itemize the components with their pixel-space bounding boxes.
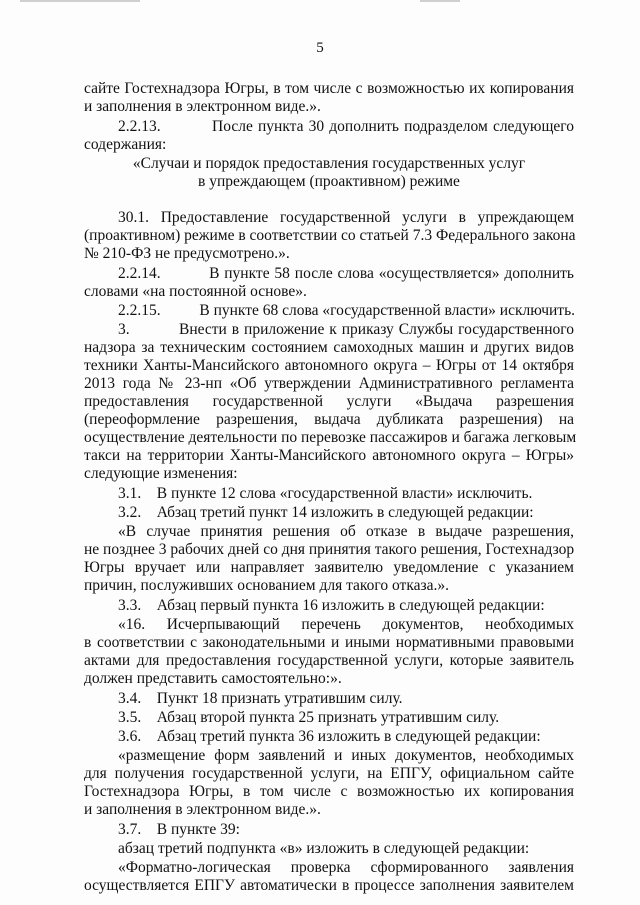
text-line: 30.1. Предоставление государственной услуги в упреждающем [118,209,574,226]
text-line: в соответствии с законодательными и иными нормативными правовыми [84,634,574,651]
text-line: 2.2.14. В пункте 58 после слова «осуществляется» дополнить [118,265,574,282]
text-line: 3.3. Абзац первый пункта 16 изложить в следующей редакции: [118,597,545,614]
text-line: 3.7. В пункте 39: [118,821,240,838]
text-line: Гостехнадзора Югры, в том числе с возможностью их копирования [84,783,574,800]
page-number: 5 [316,40,324,56]
text-line: 3.5. Абзац второй пункта 25 признать утратившим силу. [118,709,500,726]
text-line: Югры вручает или направляет заявителю уведомление с указанием [84,559,574,576]
text-line: техники Ханты-Мансийского автономного округа – Югры от 14 октября [84,357,574,374]
text-line: «16. Исчерпывающий перечень документов, необходимых [118,616,574,633]
section-heading-line: «Случаи и порядок предоставления государственных услуг [132,155,526,172]
text-line: должен представить самостоятельно:». [84,670,342,687]
text-line: словами «на постоянной основе». [84,283,307,300]
section-heading-line: в упреждающем (проактивном) режиме [198,173,460,190]
text-line: актами для предоставления государственной услуги, которые заявитель [84,652,574,669]
text-line: 3.6. Абзац третий пункта 36 изложить в следующей редакции: [118,728,541,745]
scan-artifact [20,0,140,2]
text-line: такси на территории Ханты-Мансийского автономного округа – Югры» [84,447,574,464]
text-line: № 210-ФЗ не предусмотрено.». [84,245,290,262]
text-line: предоставления государственной услуги «Выдача разрешения [84,393,574,410]
text-line: 3. Внести в приложение к приказу Службы государственного [118,321,574,338]
text-line: (переоформление разрешения, выдача дубликата разрешения) на [84,411,574,428]
text-line: не позднее 3 рабочих дней со дня принятия такого решения, Гостехнадзор [84,541,575,558]
text-line: для получения государственной услуги, на ЕПГУ, официальном сайте [84,765,574,782]
text-line: сайте Гостехнадзора Югры, в том числе с возможностью их копирования [84,80,574,97]
text-line: осуществление деятельности по перевозке пассажиров и багажа легковым [84,429,577,446]
text-line: следующие изменения: [84,465,238,482]
text-line: надзора за техническим состоянием самоходных машин и других видов [84,339,574,356]
text-line: содержания: [84,136,167,153]
text-line: 3.2. Абзац третий пункт 14 изложить в следующей редакции: [118,504,534,521]
scan-artifact [420,0,460,2]
text-line: и заполнения в электронном виде.». [84,98,321,115]
text-line: «размещение форм заявлений и иных документов, необходимых [118,747,574,764]
text-line: 3.4. Пункт 18 признать утратившим силу. [118,690,403,707]
text-line: осуществляется ЕПГУ автоматически в процессе заполнения заявителем [84,877,574,894]
text-line: 2.2.15. В пункте 68 слова «государственной власти» исключить. [118,302,576,319]
text-line: (проактивном) режиме в соответствии со статьей 7.3 Федерального закона [84,227,576,244]
text-line: «Форматно-логическая проверка сформированного заявления [118,859,574,876]
text-line: причин, послуживших основанием для такого отказа.». [84,577,450,594]
text-line: абзац третий подпункта «в» изложить в следующей редакции: [118,840,530,857]
text-line: и заполнения в электронном виде.». [84,801,321,818]
text-line: 2.2.13. После пункта 30 дополнить подразделом следующего [118,118,574,135]
text-line: 2013 года № 23-нп «Об утверждении Административного регламента [84,375,574,392]
text-line: 3.1. В пункте 12 слова «государственной власти» исключить. [118,485,533,502]
text-line: «В случае принятия решения об отказе в выдаче разрешения, [118,523,574,540]
